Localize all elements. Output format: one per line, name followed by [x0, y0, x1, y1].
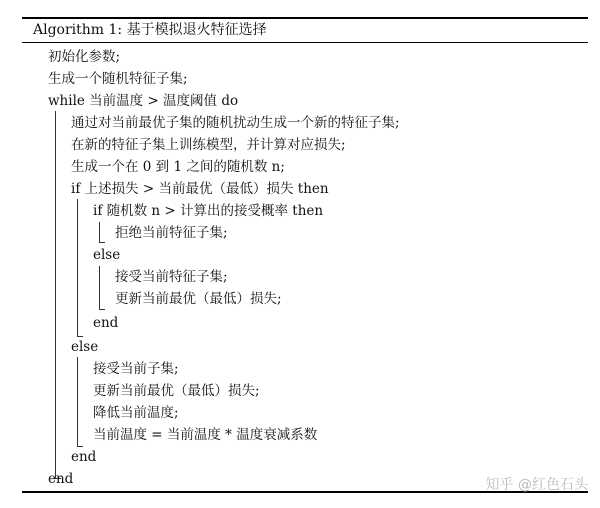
end-inner-tick-bar: [77, 325, 78, 337]
line-init-params: 初始化参数;: [48, 49, 121, 65]
else-outer-scope-bar: [77, 357, 78, 447]
line-update-loss-outer: 更新当前最优（最低）损失;: [93, 383, 260, 399]
line-end-while: end: [48, 471, 74, 487]
line-accept-current: 接受当前子集;: [93, 361, 179, 377]
if-outer-scope-bar: [77, 199, 78, 337]
top-rule: [22, 17, 588, 19]
line-perturb: 通过对当前最优子集的随机扰动生成一个新的特征子集;: [71, 115, 400, 131]
caption-rule: [22, 42, 588, 43]
line-if-loss: if 上述损失 > 当前最优（最低）损失 then: [71, 181, 329, 197]
algorithm-caption: Algorithm 1: 基于模拟退火特征选择: [33, 22, 267, 38]
line-lower-temp: 降低当前温度;: [93, 405, 179, 421]
line-while: while 当前温度 > 温度阈值 do: [48, 93, 239, 109]
line-update-loss-inner: 更新当前最优（最低）损失;: [115, 291, 282, 307]
line-accept-subset: 接受当前特征子集;: [115, 269, 228, 285]
zhihu-watermark: 知乎 @红色石头: [485, 477, 588, 493]
line-train: 在新的特征子集上训练模型，并计算对应损失;: [71, 137, 346, 153]
while-scope-bar: [55, 111, 56, 479]
line-temp-decay: 当前温度 = 当前温度 * 温度衰减系数: [93, 427, 318, 443]
line-random-n: 生成一个在 0 到 1 之间的随机数 n;: [71, 159, 285, 175]
line-gen-random-subset: 生成一个随机特征子集;: [48, 71, 188, 87]
else-inner-scope-bar: [99, 266, 100, 310]
line-end-if: end: [71, 449, 97, 465]
line-reject: 拒绝当前特征子集;: [115, 225, 228, 241]
line-if-prob: if 随机数 n > 计算出的接受概率 then: [93, 203, 324, 219]
line-else-outer: else: [71, 339, 99, 355]
line-else-inner: else: [93, 247, 121, 263]
line-end-inner: end: [93, 315, 119, 331]
if-inner-scope-bar: [99, 222, 100, 243]
